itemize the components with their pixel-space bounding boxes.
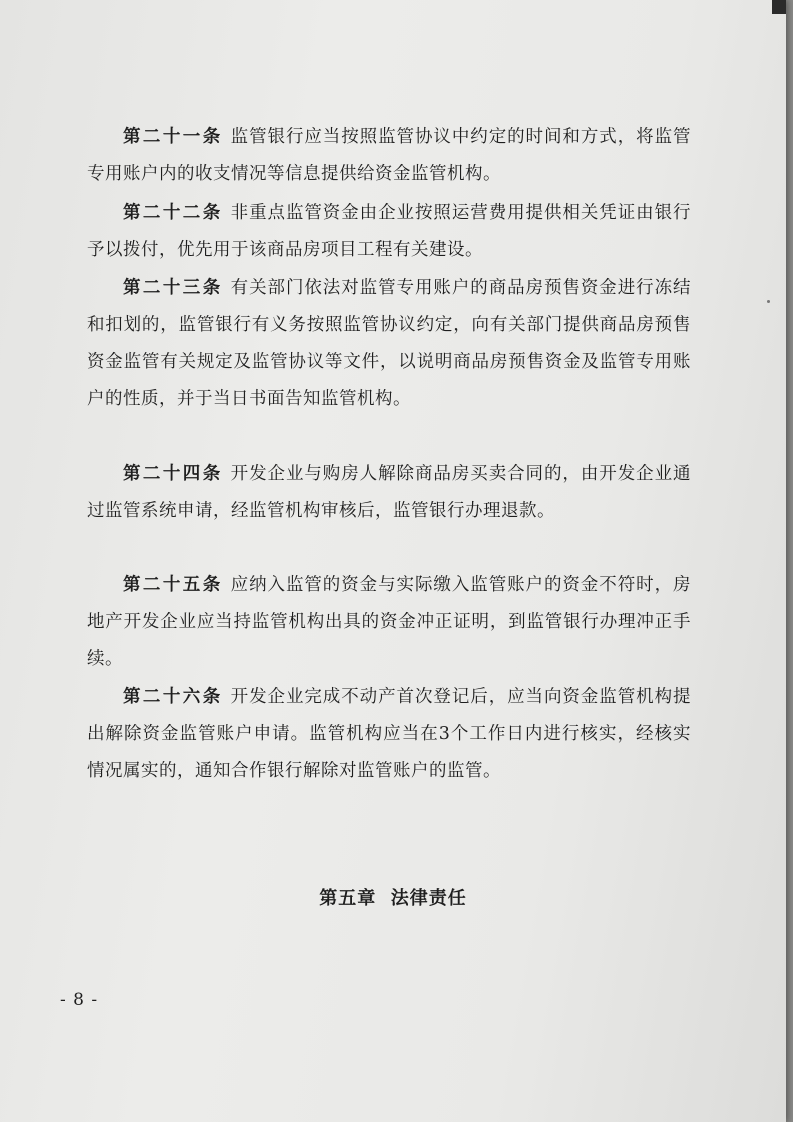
article-22 (87, 195, 691, 269)
article-title: 第二十二条 (123, 203, 223, 223)
article-body: 非重点监管资金由企业按照运营费用提供相关凭证由银行予以拨付，优先用于该商品房项目工程有关建设。 (87, 203, 691, 260)
chapter-heading: 第五章 法律责任 (319, 888, 467, 909)
article-title: 第二十一条 (123, 127, 223, 147)
article-body: 监管银行应当按照监管协议中约定的时间和方式，将监管专用账户内的收支情况等信息提供给资金监管机构。 (87, 127, 691, 184)
article-24 (87, 456, 691, 530)
article-26 (87, 679, 691, 790)
article-23 (87, 270, 691, 418)
corner-mark (772, 0, 786, 14)
article-title: 第二十五条 (123, 575, 223, 595)
article-body: 开发企业与购房人解除商品房买卖合同的，由开发企业通过监管系统申请，经监管机构审核后，监管银行办理退款。 (87, 464, 691, 521)
scan-speck (767, 300, 770, 303)
article-body: 开发企业完成不动产首次登记后，应当向资金监管机构提出解除资金监管账户申请。监管机构应当在3个工作日内进行核实，经核实情况属实的，通知合作银行解除对监管账户的监管。 (87, 687, 691, 781)
article-body: 有关部门依法对监管专用账户的商品房预售资金进行冻结和扣划的，监管银行有义务按照监管协议约定，向有关部门提供商品房预售资金监管有关规定及监管协议等文件，以说明商品房预售资金及监管专用账户的性质，并于当日书面告知监管机构。 (87, 278, 691, 409)
article-title: 第二十四条 (123, 464, 223, 484)
article-body: 应纳入监管的资金与实际缴入监管账户的资金不符时，房地产开发企业应当持监管机构出具的资金冲正证明，到监管银行办理冲正手续。 (87, 575, 691, 669)
article-title: 第二十三条 (123, 278, 223, 298)
article-21 (87, 119, 691, 193)
page-number: - 8 - (60, 990, 99, 1010)
article-25 (87, 567, 691, 678)
article-title: 第二十六条 (123, 687, 223, 707)
